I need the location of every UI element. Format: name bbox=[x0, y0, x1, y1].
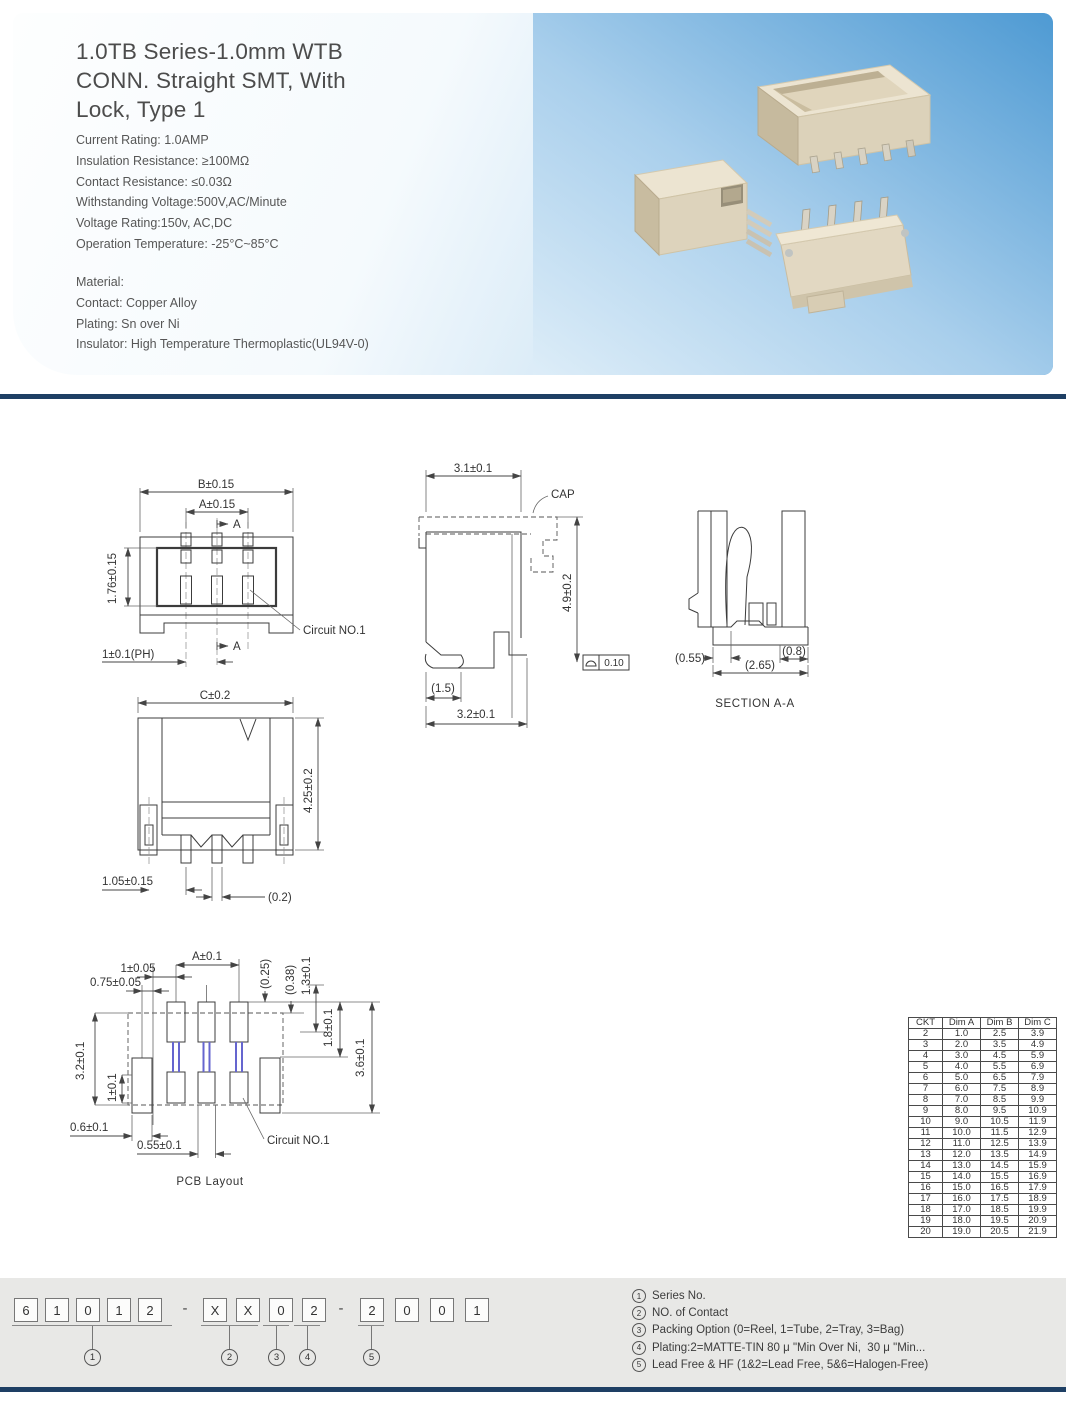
col-header-ckt: CKT bbox=[909, 1018, 943, 1029]
pn-leader-5 bbox=[371, 1326, 372, 1349]
dim-label-bottom: (2.65) bbox=[744, 660, 776, 672]
spec-line: Voltage Rating:150v, AC,DC bbox=[76, 216, 233, 231]
callout-2: 2 bbox=[221, 1349, 238, 1366]
dimension-table bbox=[908, 1017, 1057, 1238]
drawing-front-view-2 bbox=[100, 685, 410, 920]
legend-text: NO. of Contact bbox=[652, 1307, 729, 1320]
dim-label-pitch: 1±0.1(PH) bbox=[102, 649, 155, 661]
material-line: Material: bbox=[76, 275, 124, 289]
table-row: 12 11.0 12.5 13.9 bbox=[909, 1139, 1057, 1150]
callout-1: 1 bbox=[84, 1349, 101, 1366]
pn-leader-2 bbox=[229, 1326, 230, 1349]
callout-3: 3 bbox=[268, 1349, 285, 1366]
dim-label-32: 3.2±0.1 bbox=[75, 1041, 87, 1080]
table-row: 6 5.0 6.5 7.9 bbox=[909, 1073, 1057, 1084]
divider-top bbox=[0, 394, 1066, 399]
table-row: 19 18.0 19.5 20.9 bbox=[909, 1216, 1057, 1227]
spec-list bbox=[76, 130, 287, 255]
table-row: 5 4.0 5.5 6.9 bbox=[909, 1062, 1057, 1073]
pn-box: 2 bbox=[360, 1298, 384, 1322]
pn-box: 1 bbox=[465, 1298, 489, 1322]
dim-label-width-top: 3.1±0.1 bbox=[453, 463, 493, 475]
pn-box: 0 bbox=[395, 1298, 419, 1322]
callout-circle: 2 bbox=[632, 1306, 646, 1320]
col-header-dim-a: Dim A bbox=[943, 1018, 981, 1029]
dim-label-foot: (1.5) bbox=[431, 683, 455, 695]
table-row: 14 13.0 14.5 15.9 bbox=[909, 1161, 1057, 1172]
drawing-pcb-layout bbox=[60, 935, 410, 1220]
cap-label: CAP bbox=[551, 489, 575, 501]
table-row: 8 7.0 8.5 9.9 bbox=[909, 1095, 1057, 1106]
legend-text: Plating:2=MATTE-TIN 80 μ "Min Over Ni, 30 μ "Min... bbox=[652, 1341, 926, 1354]
circuit-label: Circuit NO.1 bbox=[303, 625, 366, 637]
table-row: 2 1.0 2.5 3.9 bbox=[909, 1029, 1057, 1040]
pn-box: 6 bbox=[14, 1298, 38, 1322]
drawing-front-view bbox=[100, 462, 405, 690]
dim-label-foot: 1.05±0.15 bbox=[102, 876, 154, 888]
dim-label-06: 0.6±0.1 bbox=[70, 1122, 109, 1134]
legend-item bbox=[632, 1323, 928, 1337]
pn-box: 0 bbox=[269, 1298, 293, 1322]
table-row: 16 15.0 16.5 17.9 bbox=[909, 1183, 1057, 1194]
spec-line: Contact Resistance: ≤0.03Ω bbox=[76, 174, 232, 189]
dim-label-13: 1.3±0.1 bbox=[301, 956, 313, 995]
dim-label-1: 1±0.1 bbox=[107, 1073, 119, 1102]
legend-text: Series No. bbox=[652, 1290, 706, 1302]
part-number-panel bbox=[0, 1278, 1066, 1387]
callout-4: 4 bbox=[299, 1349, 316, 1366]
pn-box: 1 bbox=[107, 1298, 131, 1322]
callout-circle: 4 bbox=[632, 1341, 646, 1355]
dim-label-a: A±0.15 bbox=[198, 499, 236, 511]
pn-separator-2: - bbox=[338, 1300, 344, 1317]
col-header-dim-b: Dim B bbox=[981, 1018, 1019, 1029]
pn-box: X bbox=[203, 1298, 227, 1322]
dim-label-025: (0.25) bbox=[260, 958, 272, 989]
pn-box: X bbox=[236, 1298, 260, 1322]
table-row: 17 16.0 17.5 18.9 bbox=[909, 1194, 1057, 1205]
dim-label-height: 1.76±0.15 bbox=[107, 552, 119, 604]
section-marker-bottom: A bbox=[233, 641, 241, 653]
divider-bottom bbox=[0, 1387, 1066, 1392]
title-line: Lock, Type 1 bbox=[76, 97, 206, 122]
dim-label-pin: (0.2) bbox=[268, 892, 292, 904]
dim-label-b: B±0.15 bbox=[197, 479, 235, 491]
photo-background bbox=[533, 13, 1053, 375]
material-list bbox=[76, 272, 369, 355]
section-marker-top: A bbox=[233, 519, 241, 531]
material-line: Insulator: High Temperature Thermoplastic(UL94V-0) bbox=[76, 337, 369, 352]
pn-box: 0 bbox=[76, 1298, 100, 1322]
material-line: Plating: Sn over Ni bbox=[76, 316, 180, 331]
pn-box: 0 bbox=[430, 1298, 454, 1322]
legend-item bbox=[632, 1306, 928, 1320]
spec-line: Withstanding Voltage:500V,AC/Minute bbox=[76, 195, 287, 210]
dim-label-width-bottom: 3.2±0.1 bbox=[456, 709, 496, 721]
page-title bbox=[76, 37, 346, 124]
table-row: 11 10.0 11.5 12.9 bbox=[909, 1128, 1057, 1139]
table-header-row bbox=[909, 1018, 1057, 1029]
legend-text: Packing Option (0=Reel, 1=Tube, 2=Tray, 3=Bag) bbox=[652, 1324, 905, 1337]
table-row: 9 8.0 9.5 10.9 bbox=[909, 1106, 1057, 1117]
pn-group-series bbox=[14, 1298, 169, 1322]
drawing-section-aa bbox=[675, 485, 975, 750]
dim-label-height: 4.25±0.2 bbox=[303, 768, 315, 813]
table-row: 20 19.0 20.5 21.9 bbox=[909, 1227, 1057, 1238]
pn-leader-4 bbox=[307, 1326, 308, 1349]
legend-item bbox=[632, 1289, 928, 1303]
dim-label-a: A±0.1 bbox=[192, 951, 222, 963]
table-row: 3 2.0 3.5 4.9 bbox=[909, 1040, 1057, 1051]
pn-group-middle bbox=[203, 1298, 335, 1322]
pn-separator-1: - bbox=[182, 1300, 188, 1317]
pn-box: 2 bbox=[138, 1298, 162, 1322]
legend-item bbox=[632, 1358, 928, 1372]
legend-text: Lead Free & HF (1&2=Lead Free, 5&6=Halogen-Free) bbox=[652, 1358, 929, 1371]
callout-circle: 1 bbox=[632, 1289, 646, 1303]
callout-circle: 5 bbox=[632, 1358, 646, 1372]
pn-box: 1 bbox=[45, 1298, 69, 1322]
callout-5: 5 bbox=[363, 1349, 380, 1366]
dim-label-055: 0.55±0.1 bbox=[137, 1140, 182, 1152]
flatness-value: 0.10 bbox=[604, 658, 624, 669]
table-row: 15 14.0 15.5 16.9 bbox=[909, 1172, 1057, 1183]
dim-label-038: (0.38) bbox=[285, 964, 297, 995]
dim-label-18: 1.8±0.1 bbox=[323, 1008, 335, 1047]
callout-circle: 3 bbox=[632, 1323, 646, 1337]
circuit-label: Circuit NO.1 bbox=[267, 1135, 330, 1147]
table-row: 10 9.0 10.5 11.9 bbox=[909, 1117, 1057, 1128]
dim-label-width: C±0.2 bbox=[199, 690, 231, 702]
material-line: Contact: Copper Alloy bbox=[76, 295, 197, 310]
dim-label-right: (0.8) bbox=[782, 646, 806, 658]
table-row: 18 17.0 18.5 19.9 bbox=[909, 1205, 1057, 1216]
dim-label-left: (0.55) bbox=[675, 653, 706, 665]
table-row: 4 3.0 4.5 5.9 bbox=[909, 1051, 1057, 1062]
dim-label-pitch1: 1±0.05 bbox=[120, 963, 156, 975]
dim-table-body bbox=[909, 1029, 1057, 1238]
spec-line: Operation Temperature: -25°C~85°C bbox=[76, 236, 279, 251]
dim-label-075: 0.75±0.05 bbox=[90, 977, 142, 989]
dim-label-36: 3.6±0.1 bbox=[355, 1038, 367, 1077]
title-line: 1.0TB Series-1.0mm WTB bbox=[76, 39, 343, 64]
pn-leader-3 bbox=[276, 1326, 277, 1349]
title-line: CONN. Straight SMT, With bbox=[76, 68, 346, 93]
dim-label-height: 4.9±0.2 bbox=[562, 573, 574, 612]
legend bbox=[632, 1289, 928, 1375]
pn-box: 2 bbox=[302, 1298, 326, 1322]
product-photo bbox=[533, 13, 1053, 375]
header-panel bbox=[13, 13, 1053, 375]
spec-line: Current Rating: 1.0AMP bbox=[76, 133, 209, 147]
table-row: 7 6.0 7.5 8.9 bbox=[909, 1084, 1057, 1095]
pn-group-suffix bbox=[360, 1298, 500, 1322]
legend-item bbox=[632, 1341, 928, 1355]
table-row: 13 12.0 13.5 14.9 bbox=[909, 1150, 1057, 1161]
pn-leader-1 bbox=[92, 1326, 93, 1349]
drawing-side-view bbox=[405, 460, 685, 760]
section-caption: SECTION A-A bbox=[715, 698, 795, 710]
col-header-dim-c: Dim C bbox=[1019, 1018, 1057, 1029]
pcb-caption: PCB Layout bbox=[176, 1176, 244, 1188]
spec-line: Insulation Resistance: ≥100MΩ bbox=[76, 153, 250, 168]
